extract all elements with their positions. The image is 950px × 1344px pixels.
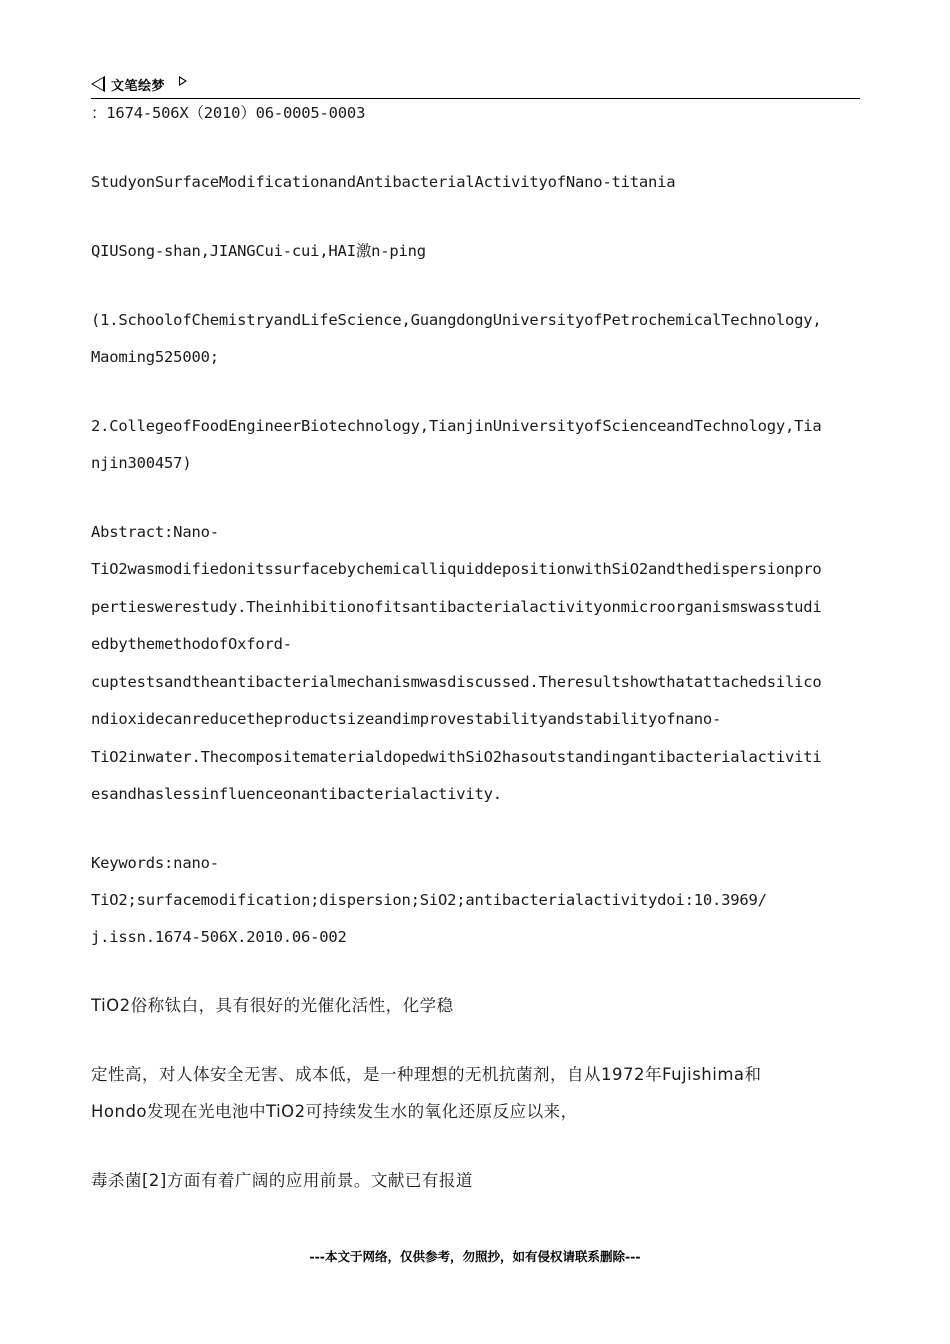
abstract-line-7: TiO2inwater.ThecompositematerialdopedwithSiO2hasoutstandingantibacterialactiviti bbox=[91, 748, 822, 766]
abstract-line-5: cuptestsandtheantibacterialmechanismwasdiscussed.Theresultshowthatattachedsilico bbox=[91, 673, 822, 691]
abstract-line-1: Abstract:Nano- bbox=[91, 523, 219, 541]
abstract-line-4: edbythemethodofOxford- bbox=[91, 635, 292, 653]
page-header bbox=[91, 72, 860, 99]
header-title: 文笔绘梦 bbox=[111, 79, 166, 94]
page-footer: ---本文于网络，仅供参考，勿照抄，如有侵权请联系删除--- bbox=[309, 1249, 641, 1264]
abstract-line-8: esandhaslessinfluenceonantibacterialactivity. bbox=[91, 785, 502, 803]
body-paragraph-2-line-1: 定性高，对人体安全无害、成本低，是一种理想的无机抗菌剂，自从1972年Fujishima和 bbox=[91, 1065, 762, 1084]
body-paragraph-2-line-2: Hondo发现在光电池中TiO2可持续发生水的氧化还原反应以来， bbox=[91, 1102, 578, 1121]
authors-line: QIUSong-shan,JIANGCui-cui,HAI激n-ping bbox=[91, 242, 426, 260]
right-triangle-icon bbox=[179, 76, 187, 86]
abstract-line-6: ndioxidecanreducetheproductsizeandimprovestabilityandstabilityofnano- bbox=[91, 710, 722, 728]
abstract-line-3: pertieswerestudy.Theinhibitionofitsantibacterialactivityonmicroorganismswasstudi bbox=[91, 598, 822, 616]
issn-line: ：1674-506X（2010）06-0005-0003 bbox=[91, 104, 366, 122]
keywords-line-3: j.issn.1674-506X.2010.06-002 bbox=[91, 928, 347, 946]
body-paragraph-1: TiO2俗称钛白，具有很好的光催化活性，化学稳 bbox=[91, 996, 454, 1015]
affiliation-1-line-2: Maoming525000; bbox=[91, 348, 219, 366]
affiliation-2-line-1: 2.CollegeofFoodEngineerBiotechnology,TianjinUniversityofScienceandTechnology,Tia bbox=[91, 417, 822, 435]
left-triangle-icon bbox=[91, 76, 105, 92]
keywords-line-2: TiO2;surfacemodification;dispersion;SiO2;antibacterialactivitydoi:10.3969/ bbox=[91, 891, 767, 909]
body-paragraph-3: 毒杀菌[2]方面有着广阔的应用前景。文献已有报道 bbox=[91, 1171, 473, 1190]
keywords-line-1: Keywords:nano- bbox=[91, 854, 219, 872]
affiliation-1-line-1: (1.SchoolofChemistryandLifeScience,GuangdongUniversityofPetrochemicalTechnology, bbox=[91, 311, 822, 329]
affiliation-2-line-2: njin300457) bbox=[91, 454, 192, 472]
abstract-line-2: TiO2wasmodifiedonitssurfacebychemicalliquiddepositionwithSiO2andthedispersionpro bbox=[91, 560, 822, 578]
english-title: StudyonSurfaceModificationandAntibacterialActivityofNano-titania bbox=[91, 173, 676, 191]
